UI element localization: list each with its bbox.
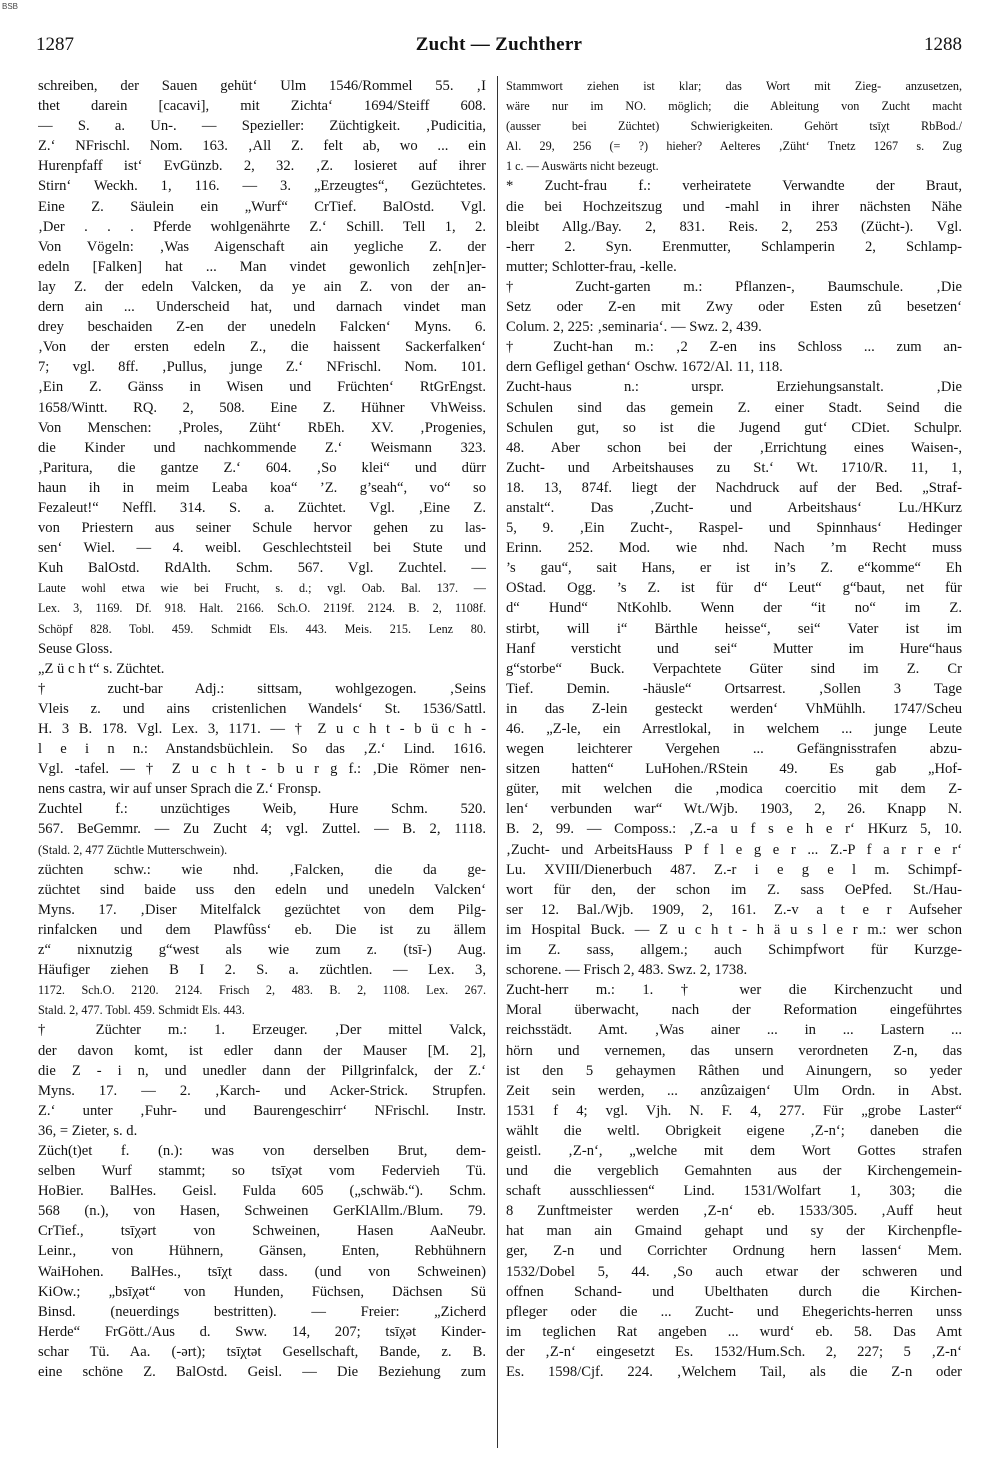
text-line: eine schöne Z. BalOstd. Geisl. — Die Beziehung zum	[38, 1364, 486, 1380]
text-line: die Z - i n, und unedler dann der Pillgrinfalck, der Z.‘	[38, 1062, 486, 1079]
text-line: Es. 1598/Cjf. 224. ‚Welchem Tail, als die Z-n oder	[506, 1364, 962, 1380]
text-line: hat man ain Gmaind gehapt und sy der Kirchenpfle-	[506, 1223, 962, 1240]
library-mark: BSB	[2, 2, 19, 11]
text-line: 46. „Z-le, ein Arrestlokal, in welchem ... junge Leute	[506, 721, 962, 737]
text-line: Eine Z. Säulein ein „Wurf“ CrTief. BalOstd. Vgl.	[38, 198, 486, 215]
text-line: haun ih in meim Leaba koa“ ’Z. g’seah“, vo“ so	[38, 479, 486, 496]
text-line: schreiben, der Sauen gehüt‘ Ulm 1546/Rommel 55. ‚I	[38, 78, 486, 94]
text-line: ger, Z-n und Corrichter Ordnung hern lassen‘ Mem.	[506, 1243, 962, 1260]
text-line: † zucht-bar Adj.: sittsam, wohlgezogen. ‚Seins	[38, 680, 486, 697]
text-line: thet darein [cacavi], mit Zichta‘ 1694/Steiff 608.	[38, 98, 486, 115]
text-line: die bei Hochzeitszug und -mahl in ihrer nächsten Nähe	[506, 198, 962, 215]
text-line: Hanf versticht und sei“ Mutter im Hure“haus	[506, 640, 962, 657]
left-column	[38, 76, 486, 1382]
text-line: und die vergeblich Gemahnten aus der Kirchengemein-	[506, 1163, 962, 1180]
text-line: H. 3 B. 178. Vgl. Lex. 3, 1171. — † Z u c h t - b ü c h -	[38, 721, 486, 737]
right-column	[506, 76, 962, 1382]
text-line: B. 2, 99. — Composs.: ‚Z.-a u f s e h e r‘ HKurz 5, 10.	[506, 821, 962, 838]
text-line: 36, = Zieter, s. d.	[38, 1122, 138, 1139]
text-line: 1531 f 4; vgl. Vjh. N. F. 4, 277. Für „grobe Laster“	[506, 1102, 962, 1119]
text-line: Zeit sein werden, ... anzûzaigen‘ Ulm Ordn. in Abst.	[506, 1082, 962, 1099]
text-line: — S. a. Un-. — Spezieller: Züchtigkeit. ‚Pudicitia,	[38, 118, 486, 135]
text-line: im teglichen Rat angeben ... wurd‘ eb. 58. Das Amt	[506, 1323, 962, 1340]
text-line: „Z ü c h t“ s. Züchtet.	[38, 660, 165, 677]
text-line: len‘ verbunden war“ Wt./Wjb. 1903, 2, 26. Knapp N.	[506, 801, 962, 818]
text-line: im Z. sass, allgem.; auch Schimpfwort für Kurzge-	[506, 942, 962, 959]
text-line: schar Tü. Aa. (-ərt); tsīχtət Gesellschaft, Bande, z. B.	[38, 1343, 486, 1360]
text-line: bleibt Allg./Bay. 2, 831. Reis. 2, 253 (Zücht-). Vgl.	[506, 218, 962, 235]
text-line: züchtet sind baide uss den edeln und unedeln Valcken‘	[38, 881, 486, 898]
text-line: pfleger oder die ... Zucht- und Ehegerichts-herren unss	[506, 1303, 962, 1320]
text-line: Zuchtel f.: unzüchtiges Weib, Hure Schm. 520.	[38, 801, 486, 818]
text-line: 1172. Sch.O. 2120. 2124. Frisch 2, 483. B. 2, 1108. Lex. 267.	[38, 983, 486, 998]
text-line: die Kinder und nachkommende Z.‘ Weismann 323.	[38, 439, 486, 456]
text-line: 1532/Dobel 5, 44. ‚So auch etwar der schweren und	[506, 1263, 962, 1280]
text-line: WaiHohen. BalHes., tsīχt dass. (und von Schweinen)	[38, 1263, 486, 1280]
text-line: hörn und vernemen, das unsern verordneten Z-n, das	[506, 1042, 962, 1059]
text-line: schorene. — Frisch 2, 483. Swz. 2, 1738.	[506, 962, 748, 979]
text-line: KiOw.; „bsīχət“ von Hunden, Füchsen, Dächsen Sü	[38, 1283, 486, 1300]
text-line: sitzen hatten“ LuHohen./RStein 49. Es gab „Hof-	[506, 761, 962, 778]
text-line: ‚Von der ersten edeln Z., die haissent Sackerfalken‘	[38, 339, 486, 356]
text-line: Leinr., von Hühnern, Gänsen, Enten, Rebhühnern	[38, 1243, 486, 1260]
text-line: wegen leichterer Vergehen ... Gefängnisstrafen abzu-	[506, 741, 962, 758]
text-line: lay Z. der edeln Valcken, da ye ain Z. von der an-	[38, 278, 486, 295]
text-line: ‚Ein Z. Gänss in Wisen und Früchten‘ RtGrEngst.	[38, 379, 486, 396]
text-line: Tief. Demin. -häusle“ Ortsarrest. ‚Sollen 3 Tage	[506, 680, 962, 697]
text-line: Zucht-haus n.: urspr. Erziehungsanstalt. ‚Die	[506, 379, 962, 396]
text-line: im Hospital Buck. — Z u c h t - h ä u s l e r m.: wer schon	[506, 921, 962, 938]
text-line: ‚Zucht- und ArbeitsHauss P f l e g e r ... Z.-P f a r r e r‘	[506, 841, 962, 858]
text-line: ‚Paritura, die gantze Z.‘ 604. ‚So klei“ und dürr	[38, 459, 486, 476]
text-line: Schulen gut, so ist die Jugend gut‘ CDiet. Schulpr.	[506, 419, 962, 436]
page-number-left: 1287	[36, 34, 74, 55]
text-line: wort für den, der schon im Z. sass OePfed. St./Hau-	[506, 881, 962, 898]
text-line: Lu. XVIII/Dienerbuch 487. Z.-r i e g e l m. Schimpf-	[506, 861, 962, 878]
text-line: Z.‘ unter ‚Fuhr- und Baurengeschirr‘ NFrischl. Instr.	[38, 1102, 486, 1119]
text-line: CrTief., tsīχərt von Schweinen, Hasen AaNeubr.	[38, 1223, 486, 1240]
text-line: stirbt, will i“ Bärthle heisse“, sei“ Vater ist im	[506, 620, 962, 637]
text-line: OStad. Ogg. ’s Z. ist für d“ Leut“ g“baut, net für	[506, 580, 962, 597]
text-line: Vgl. -tafel. — † Z u c h t - b u r g f.: ‚Die Römer nen-	[38, 761, 486, 778]
text-line: Myns. 17. — 2. ‚Karch- und Acker-Strick. Strupfen.	[38, 1082, 486, 1099]
text-line: z“ nixnutzig g“west als wie zum z. (tsī-) Aug.	[38, 942, 486, 959]
text-line: züchten schw.: wie nhd. ‚Falcken, die da ge-	[38, 861, 486, 878]
text-line: 1658/Wintt. RQ. 2, 508. Eine Z. Hühner VhWeiss.	[38, 399, 486, 416]
text-line: anstalt“. Das ‚Zucht- und Arbeitshaus‘ Lu./HKurz	[506, 499, 962, 516]
text-line: ist den 5 gehaymen Râthen und Ainungern, so yeder	[506, 1062, 962, 1079]
text-line: Häufiger ziehen B I 2. S. a. züchtlen. — Lex. 3,	[38, 962, 486, 979]
text-line: -herr 2. Syn. Erenmutter, Schlamperin 2, Schlamp-	[506, 238, 962, 255]
text-line: Fezaleut!“ Neffl. 314. S. a. Züchtet. Vgl. ‚Eine Z.	[38, 499, 486, 516]
text-line: in das Z-lein gesteckt werden‘ VhMühlh. 1747/Scheu	[506, 700, 962, 717]
text-line: der davon komt, ist edler dann der Mauser [M. 2],	[38, 1042, 486, 1059]
text-line: Von Menschen: ‚Proles, Züht‘ RbEh. XV. ‚Progenies,	[38, 419, 486, 436]
text-line: offnen Schand- und Ubelthaten durch die Kirchen-	[506, 1283, 962, 1300]
text-line: 568 (n.), von Hasen, Schweinen GerKlAllm./Blum. 79.	[38, 1203, 486, 1220]
text-line: Vleis z. und ains cristenlichen Wandels‘ St. 1536/Sattl.	[38, 700, 486, 717]
text-line: d“ Hund“ NtKohlb. Wenn der “it no“ im Z.	[506, 600, 962, 617]
text-line: g“storbe“ Buck. Verpachtete Güter sind im Z. Cr	[506, 660, 962, 677]
text-line: geistl. ‚Z-n‘, „welche mit dem Wort Gottes strafen	[506, 1142, 962, 1159]
text-line: von Priestern aus seiner Schule hervor gehen zu las-	[38, 520, 486, 537]
text-line: Kuh BalOstd. RdAlth. Schm. 567. Vgl. Zuchtel. —	[38, 560, 486, 577]
text-line: (ausser bei Züchtet) Schwierigkeiten. Gehört tsīχt RbBod./	[506, 119, 962, 134]
text-line: Zucht- und Arbeitshauses zu St.‘ Wt. 1710/R. 11, 1,	[506, 459, 962, 476]
text-line: ’s gau“, sait Hans, er ist in’s Z. e“komme“ Eh	[506, 560, 962, 577]
text-line: güter, mit welchen die ‚modica coercitio mit dem Z-	[506, 781, 962, 798]
column-divider	[497, 76, 498, 1448]
text-line: wäre nur im NO. möglich; die Ableitung von Zucht macht	[506, 99, 962, 114]
text-line: Von Vögeln: ‚Was Aigenschaft ain yegliche Z. der	[38, 238, 486, 255]
text-line: 567. BeGemmr. — Zu Zucht 4; vgl. Zuttel. — B. 2, 1118.	[38, 821, 486, 838]
text-line: rinfalcken und dem Plawfûss‘ eb. Die ist zu ällem	[38, 921, 486, 938]
text-line: der ‚Z-n‘ eingesetzt Es. 1532/Hum.Sch. 2, 227; 5 ‚Z-n‘	[506, 1343, 962, 1360]
text-line: Setz oder Z-en mit Zwy oder Esten zû besetzen‘	[506, 299, 962, 316]
text-line: Stammwort ziehen ist klar; das Wort mit Zieg- anzusetzen,	[506, 79, 962, 93]
text-line: Seuse Gloss.	[38, 640, 113, 657]
text-line: Züch(t)et f. (n.): was von derselben Brut, dem-	[38, 1142, 486, 1159]
text-line: Laute wohl etwa wie bei Frucht, s. d.; vgl. Oab. Bal. 137. —	[38, 581, 486, 596]
text-line: 8 Zunftmeister werden ‚Z-n‘ eb. 1533/305. ‚Auff heut	[506, 1203, 962, 1220]
text-line: 18. 13, 874f. liegt der Nachdruck auf der Bed. „Straf-	[506, 479, 962, 496]
text-line: wählt die weltl. Obrigkeit eigene ‚Z-n‘; daneben die	[506, 1122, 962, 1139]
text-line: Moral überwacht, nach der Reformation eingeführtes	[506, 1002, 962, 1019]
text-line: Z.‘ NFrischl. Nom. 163. ‚All Z. felt ab, wo ... ein	[38, 138, 486, 155]
text-line: Erinn. 252. Mod. wie nhd. Nach ’m Recht muss	[506, 540, 962, 557]
text-line: dern Gefligel gethan‘ Oschw. 1672/Al. 11, 118.	[506, 359, 783, 376]
text-line: Hurenpfaff ist‘ EvGünzb. 2, 32. ‚Z. losieret auf ihrer	[38, 158, 486, 175]
text-line: Schöpf 828. Tobl. 459. Schmidt Els. 443. Meis. 215. Lenz 80.	[38, 621, 486, 636]
text-line: 7; vgl. 8ff. ‚Pullus, junge Z.‘ NFrischl. Nom. 101.	[38, 359, 486, 376]
text-line: HoBier. BalHes. Geisl. Fulda 605 („schwäb.“). Schm.	[38, 1183, 486, 1200]
text-line: sen‘ Wiel. — 4. weibl. Geschlechtsteil bei Stute und	[38, 540, 486, 557]
text-line: ‚Der . . . Pferde wohlgenährte Z.‘ Schill. Tell 1, 2.	[38, 218, 486, 235]
text-line: Al. 29, 256 (= ?) hieher? Aelteres ‚Züht‘ Tnetz 1267 s. Zug	[506, 139, 962, 154]
text-line: Schulen sind das gemein Z. einer Stadt. Seind die	[506, 399, 962, 416]
text-line: nens castra, wir auf unser Sprach die Z.‘ Fronsp.	[38, 781, 322, 798]
page-number-right: 1288	[924, 34, 962, 55]
text-line: selben Wurf stammt; so tsīχət vom Federvieh Tü.	[38, 1163, 486, 1180]
text-line: dern ain ... Underscheid hat, und darnach vindet man	[38, 299, 486, 316]
text-line: 1 c. — Auswärts nicht bezeugt.	[506, 159, 659, 174]
text-line: † Züchter m.: 1. Erzeuger. ‚Der mittel Valck,	[38, 1022, 486, 1039]
text-line: ser 12. Bal./Wjb. 1909, 2, 161. Z.-v a t e r Aufseher	[506, 901, 962, 918]
text-line: 5, 9. ‚Ein Zucht-, Raspel- und Spinnhaus‘ Hedinger	[506, 520, 962, 537]
text-line: drey beschaiden Z-en der unedeln Falcken‘ Myns. 6.	[38, 319, 486, 336]
text-line: (Stald. 2, 477 Züchtle Mutterschwein).	[38, 842, 228, 857]
running-title: Zucht — Zuchtherr	[415, 34, 583, 55]
page-header	[36, 34, 962, 60]
text-line: Lex. 3, 1169. Df. 918. Halt. 2166. Sch.O. 2119f. 2124. B. 2, 1108f.	[38, 601, 486, 616]
text-line: Colum. 2, 225: ‚seminaria‘. — Swz. 2, 439.	[506, 319, 762, 336]
text-line: * Zucht-frau f.: verheiratete Verwandte der Braut,	[506, 178, 962, 195]
text-line: Myns. 17. ‚Diser Mitelfalck gezüchtet von dem Pilg-	[38, 901, 486, 918]
text-line: Binsd. (neuerdings bestritten). — Freier: „Zicherd	[38, 1303, 486, 1320]
text-line: mutter; Schlotter-frau, -kelle.	[506, 258, 677, 275]
text-line: Stald. 2, 477. Tobl. 459. Schmidt Els. 443.	[38, 1003, 245, 1018]
text-line: 48. Aber schon bei der ‚Errichtung eines Waisen-,	[506, 439, 962, 456]
text-line: edeln [Falken] hat ... Man vindet gewonlich zeh[n]er-	[38, 258, 486, 275]
text-line: Stirn‘ Weckh. 1, 116. — 3. „Erzeugtes“, Gezüchtetes.	[38, 178, 486, 195]
text-line: Herde“ FrGött./Aus d. Sww. 14, 207; tsīχət Kinder-	[38, 1323, 486, 1340]
text-line: l e i n n.: Anstandsbüchlein. So das ‚Z.‘ Lind. 1616.	[38, 741, 486, 758]
text-line: † Zucht-han m.: ‚2 Z-en ins Schloss ... zum an-	[506, 339, 962, 356]
text-line: reichsstädt. Amt. ‚Was ainer ... in ... Lastern ...	[506, 1022, 962, 1039]
text-line: schaft ausschliessen“ Lind. 1531/Wolfart 1, 303; die	[506, 1183, 962, 1200]
text-line: † Zucht-garten m.: Pflanzen-, Baumschule. ‚Die	[506, 278, 962, 295]
text-line: Zucht-herr m.: 1. † wer die Kirchenzucht und	[506, 982, 962, 999]
